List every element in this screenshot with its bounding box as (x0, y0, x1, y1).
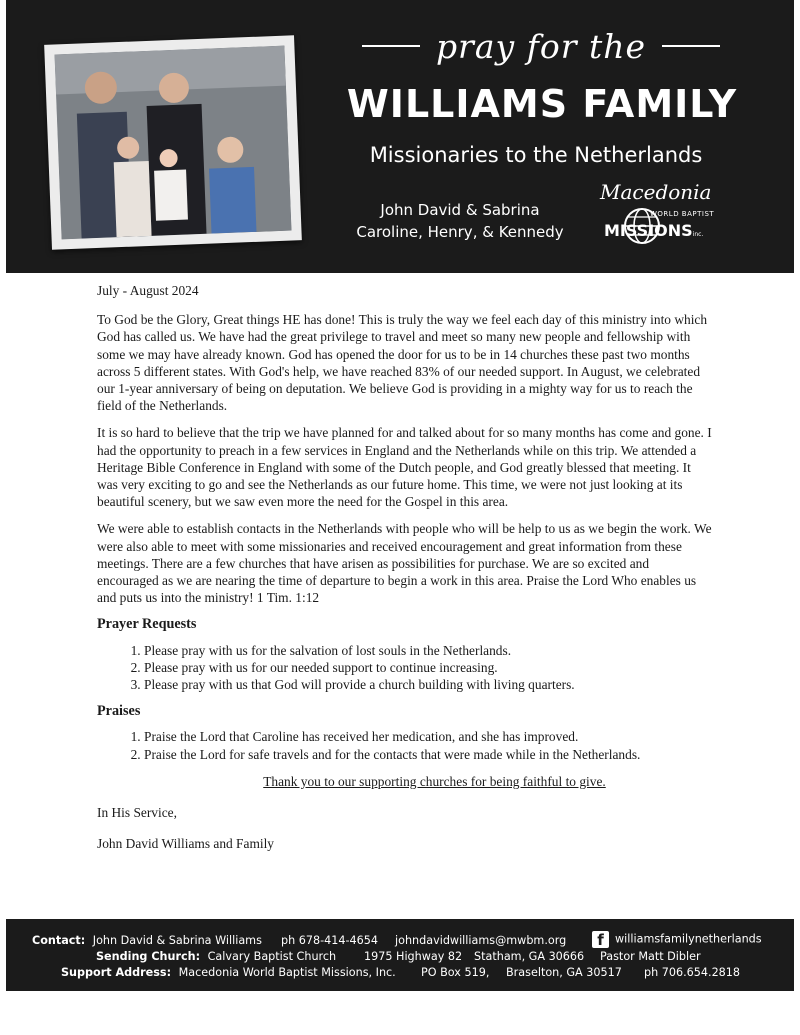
contact-email[interactable]: johndavidwilliams@mwbm.org (395, 934, 567, 947)
church-name: Calvary Baptist Church (207, 950, 337, 963)
church-address: 1975 Highway 82 (364, 950, 463, 963)
closing: In His Service, (97, 805, 177, 821)
facebook-handle: williamsfamilynetherlands (615, 932, 762, 946)
contact-row (32, 934, 262, 947)
logo-missions-text: MISSIONSinc. (604, 221, 704, 240)
paragraph: To God be the Glory, Great things HE has done! This is truly the way we feel each day of this ministry into which God has called us. We have had the great privilege to travel and meet so many new people and fellowship with some we may have already known. God has opened the door for us to be in 14 churches these past two months across 5 different states. With God's help, we have reached 83% of our needed support. In August, we celebrated our 1-year anniversary of being on deputation. We believe God is providing in a mighty way for us to reach the field of the Netherlands. (97, 312, 708, 414)
support-org: Macedonia World Baptist Missions, Inc. (178, 966, 396, 979)
support-row (61, 966, 396, 979)
prayer-requests-heading: Prayer Requests (97, 616, 197, 633)
contact-phone: ph 678-414-4654 (281, 934, 379, 947)
prayer-requests-list (97, 642, 712, 694)
divider-line (662, 45, 720, 47)
church-row (96, 950, 336, 963)
pray-for-the-row (346, 26, 736, 66)
letter-body (97, 282, 712, 866)
list-item: 1. Praise the Lord that Caroline has received her medication, and she has improved. (144, 728, 712, 745)
contact-label: Contact: (32, 934, 86, 947)
support-label: Support Address: (61, 966, 172, 979)
family-names (350, 199, 570, 243)
page-title: WILLIAMS FAMILY (346, 82, 738, 126)
support-phone: ph 706.654.2818 (644, 966, 741, 979)
subtitle: Missionaries to the Netherlands (369, 143, 703, 167)
pastor: Pastor Matt Dibler (600, 950, 701, 963)
support-city: Braselton, GA 30517 (506, 966, 622, 979)
church-city: Statham, GA 30666 (474, 950, 585, 963)
facebook-row[interactable] (592, 931, 762, 948)
footer (6, 919, 794, 991)
praises-list (97, 728, 712, 762)
paragraph: It is so hard to believe that the trip we have planned for and talked about for so many months has come and gone. I had the opportunity to preach in a few services in England and the Netherlands while on this trip. We attended a Heritage Bible Conference in England with some of the Dutch people, and God greatly blessed that meeting. It was very exciting to go and see the Netherlands as our future home. This time, we were not just looking at its beautiful scenery, but we saw even more the need for the Gospel in this area. (97, 425, 712, 510)
support-box: PO Box 519, (421, 966, 490, 979)
facebook-icon: f (592, 931, 609, 948)
list-item: 1. Please pray with us for the salvation of lost souls in the Netherlands. (144, 642, 712, 659)
contact-name: John David & Sabrina Williams (92, 934, 262, 947)
family-photo-illustration (55, 46, 292, 240)
header-banner (6, 0, 794, 273)
list-item: 3. Please pray with us that God will provide a church building with living quarters. (144, 676, 712, 693)
pray-for-the-text: pray for the (435, 26, 647, 66)
signature: John David Williams and Family (97, 836, 275, 852)
family-photo (44, 35, 302, 249)
logo-script-text: Macedonia (600, 180, 712, 204)
macedonia-logo (594, 180, 724, 260)
church-label: Sending Church: (96, 950, 201, 963)
thanks-line: Thank you to our supporting churches for being faithful to give. (263, 773, 606, 789)
list-item: 2. Please pray with us for our needed support to continue increasing. (144, 659, 712, 676)
praises-heading: Praises (97, 703, 141, 720)
names-line-2: Caroline, Henry, & Kennedy (356, 223, 564, 241)
divider-line (362, 45, 420, 47)
list-item: 2. Praise the Lord for safe travels and for the contacts that were made while in the Netherlands. (144, 746, 712, 763)
logo-small-text: WORLD BAPTIST (650, 210, 715, 218)
letter-date: July - August 2024 (97, 283, 199, 298)
paragraph: We were able to establish contacts in the Netherlands with people who will be help to us as we begin the work. We were also able to meet with some missionaries and received encouragement and great information from these meetings. There are a few churches that have arisen as possibilities for purchase. We are so excited and encouraged as we are nearing the time of departure to begin a work in this area. Praise the Lord Who enables us and puts us into the ministry! 1 Tim. 1:12 (97, 521, 712, 606)
names-line-1: John David & Sabrina (380, 201, 540, 219)
